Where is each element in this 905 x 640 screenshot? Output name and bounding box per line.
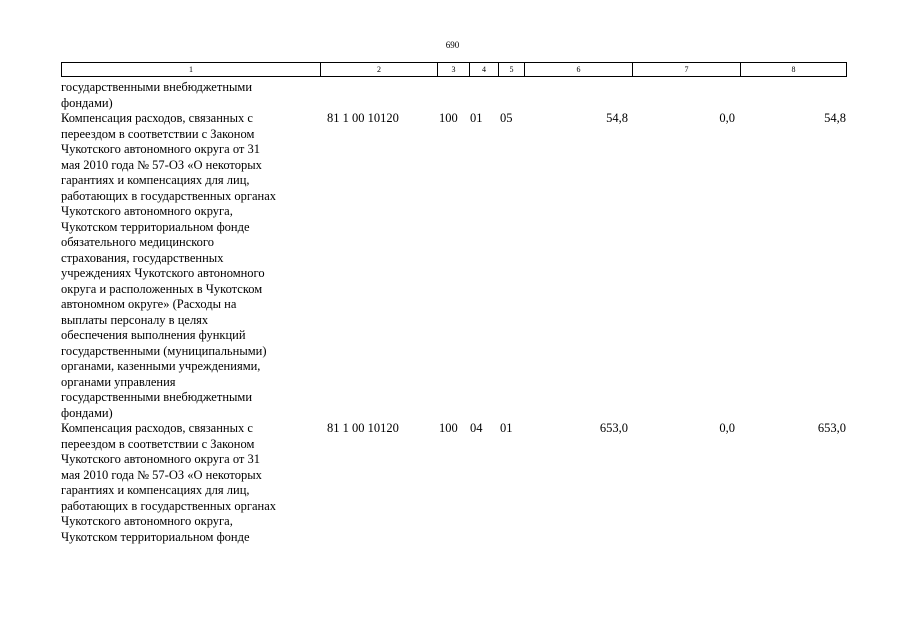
description-line: фондами) <box>61 405 113 420</box>
description-line: органами управления <box>61 374 176 389</box>
description-line: государственными внебюджетными <box>61 80 253 94</box>
row-value-6 <box>525 80 632 111</box>
page-number: 690 <box>445 40 460 50</box>
column-header-row <box>62 63 847 77</box>
table-row <box>61 421 846 545</box>
table-body <box>61 80 846 545</box>
description-line: гарантиях и компенсациях для лиц, <box>61 173 250 187</box>
row-value-7 <box>632 80 739 111</box>
description-line: Чукотского автономного округа, <box>61 514 233 528</box>
row-description <box>61 421 327 545</box>
description-line: органами, казенными учреждениями, <box>61 359 261 373</box>
row-col-5 <box>500 80 525 111</box>
description-line: обязательного медицинского <box>61 235 215 249</box>
row-value-8 <box>739 80 846 111</box>
row-description <box>61 111 327 421</box>
table-row <box>61 80 846 111</box>
row-col-4: 01 <box>470 111 483 125</box>
description-line: фондами) <box>61 95 113 110</box>
description-line: Чукотского автономного округа от 31 <box>61 142 260 156</box>
row-col-4 <box>470 80 500 111</box>
row-description <box>61 80 327 111</box>
row-code: 81 1 00 10120 <box>327 111 399 125</box>
column-header-6: 6 <box>525 63 633 77</box>
column-header-5: 5 <box>499 63 525 77</box>
description-line: мая 2010 года № 57-ОЗ «О некоторых <box>61 467 262 482</box>
description-line: Чукотском территориальном фонде <box>61 219 250 234</box>
row-code <box>327 80 439 111</box>
row-col-3 <box>439 80 470 111</box>
row-col-4: 04 <box>470 421 483 435</box>
description-line: выплаты персоналу в целях <box>61 312 209 327</box>
description-line: обеспечения выполнения функций <box>61 328 246 342</box>
row-col-5: 01 <box>500 421 513 435</box>
table-row <box>61 111 846 421</box>
description-line: автономном округе» (Расходы на <box>61 297 237 311</box>
description-line: переездом в соответствии с Законом <box>61 126 255 141</box>
description-line: округа и расположенных в Чукотском <box>61 281 263 296</box>
description-line: государственными внебюджетными <box>61 390 253 404</box>
description-line: учреждениях Чукотского автономного <box>61 266 265 280</box>
description-line: Чукотском территориальном фонде <box>61 529 250 544</box>
column-header-table <box>61 62 847 77</box>
column-header-4: 4 <box>470 63 499 77</box>
description-line: переездом в соответствии с Законом <box>61 436 255 451</box>
row-value-6: 653,0 <box>599 421 628 435</box>
column-header-2: 2 <box>321 63 438 77</box>
description-line: работающих в государственных органах <box>61 498 277 513</box>
row-code: 81 1 00 10120 <box>327 421 399 435</box>
row-value-8: 54,8 <box>824 111 846 125</box>
row-value-7: 0,0 <box>719 421 735 435</box>
description-line: государственными (муниципальными) <box>61 343 267 358</box>
description-line: Чукотского автономного округа от 31 <box>61 452 260 466</box>
column-header-8: 8 <box>741 63 847 77</box>
description-line: гарантиях и компенсациях для лиц, <box>61 483 250 497</box>
row-col-3: 100 <box>439 111 458 125</box>
column-header-7: 7 <box>633 63 741 77</box>
row-value-7: 0,0 <box>719 111 735 125</box>
column-header-3: 3 <box>438 63 470 77</box>
row-col-3: 100 <box>439 421 458 435</box>
description-line: Чукотского автономного округа, <box>61 204 233 218</box>
description-line: Компенсация расходов, связанных с <box>61 111 253 125</box>
row-value-6: 54,8 <box>606 111 628 125</box>
row-value-8: 653,0 <box>817 421 846 435</box>
description-line: работающих в государственных органах <box>61 188 277 203</box>
description-line: мая 2010 года № 57-ОЗ «О некоторых <box>61 157 262 172</box>
description-line: страхования, государственных <box>61 250 224 265</box>
column-header-1: 1 <box>62 63 321 77</box>
row-col-5: 05 <box>500 111 513 125</box>
description-line: Компенсация расходов, связанных с <box>61 421 253 435</box>
